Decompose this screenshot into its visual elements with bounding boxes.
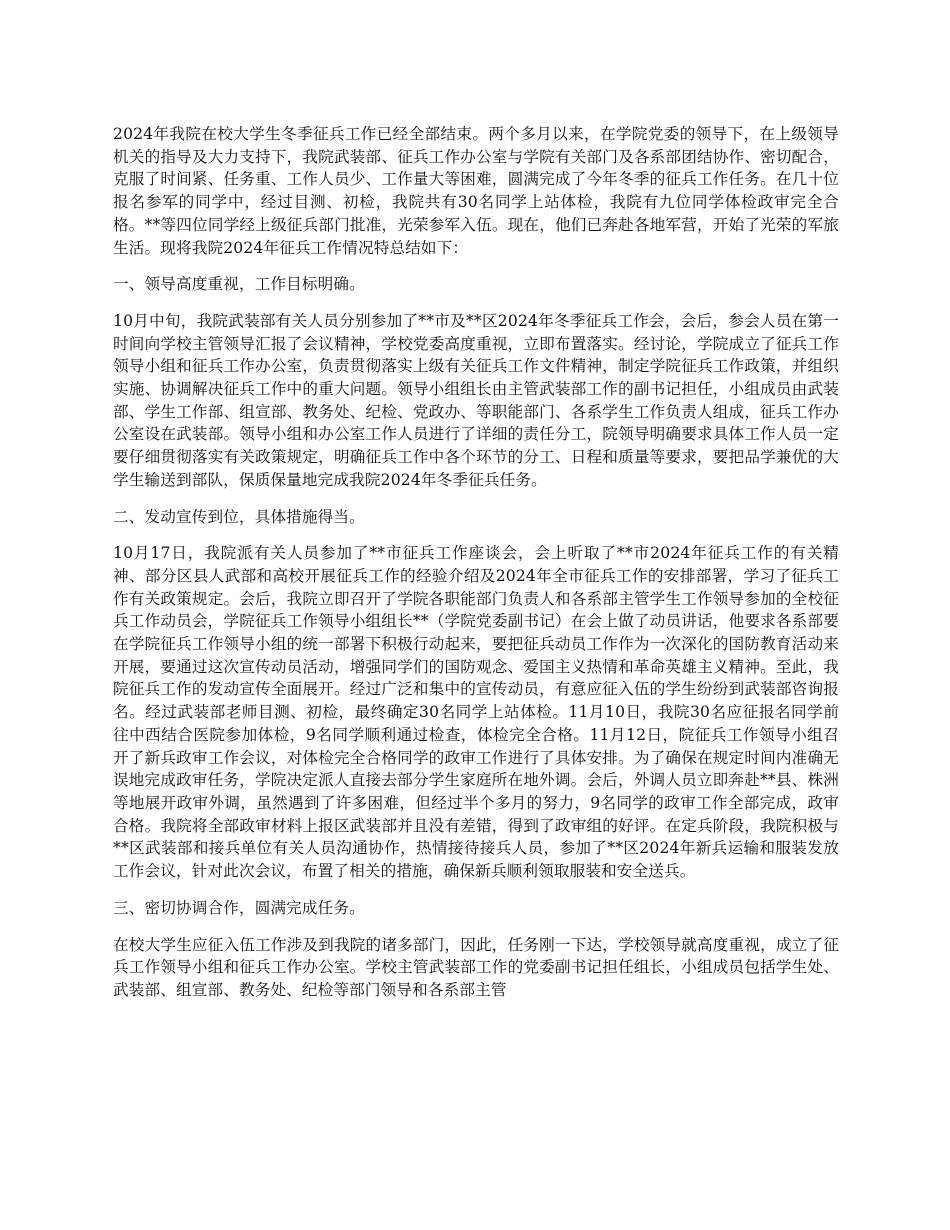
section-heading-2: 二、发动宣传到位，具体措施得当。: [113, 507, 365, 526]
document-body: [113, 123, 839, 1016]
section-heading-3: 三、密切协调合作，圆满完成任务。: [113, 898, 365, 917]
section-2-paragraph: 10月17日，我院派有关人员参加了**市征兵工作座谈会，会上听取了**市2024年征兵工作的有关精神、部分区县人武部和高校开展征兵工作的经验介绍及2024年全市征兵工作的安排部署，学习了征兵工作有关政策规定。会后，我院立即召开了学院各职能部门负责人和各系部主管学生工作领导参加的全校征兵工作动员会，学院征兵工作领导小组组长**（学院党委副书记）在会上做了动员讲话，他要求各系部要在学院征兵工作领导小组的统一部署下积极行动起来，要把征兵动员工作作为一次深化的国防教育活动来开展，要通过这次宣传动员活动，增强同学们的国防观念、爱国主义热情和革命英雄主义精神。至此，我院征兵工作的发动宣传全面展开。经过广泛和集中的宣传动员，有意应征入伍的学生纷纷到武装部咨询报名。经过武装部老师目测、初检，最终确定30名同学上站体检。11月10日，我院30名应征报名同学前往中西结合医院参加体检，9名同学顺利通过检查，体检完全合格。11月12日，院征兵工作领导小组召开了新兵政审工作会议，对体检完全合格同学的政审工作进行了具体安排。为了确保在规定时间内准确无误地完成政审任务，学院决定派人直接去部分学生家庭所在地外调。会后，外调人员立即奔赴**县、株洲等地展开政审外调，虽然遇到了许多困难，但经过半个多月的努力，9名同学的政审工作全部完成，政审合格。我院将全部政审材料上报区武装部并且没有差错，得到了政审组的好评。在定兵阶段，我院积极与**区武装部和接兵单位有关人员沟通协作，热情接待接兵人员，参加了**区2024年新兵运输和服装发放工作会议，针对此次会议，布置了相关的措施，确保新兵顺利领取服装和安全送兵。: [113, 544, 839, 881]
section-heading-1: 一、领导高度重视，工作目标明确。: [113, 275, 365, 294]
section-3-paragraph: 在校大学生应征入伍工作涉及到我院的诸多部门，因此，任务刚一下达，学校领导就高度重视，成立了征兵工作领导小组和征兵工作办公室。学校主管武装部工作的党委副书记担任组长，小组成员包括学生处、武装部、组宣部、教务处、纪检等部门领导和各系部主管: [113, 935, 839, 999]
intro-paragraph: 2024年我院在校大学生冬季征兵工作已经全部结束。两个多月以来，在学院党委的领导下，在上级领导机关的指导及大力支持下，我院武装部、征兵工作办公室与学院有关部门及各系部团结协作、密切配合，克服了时间紧、任务重、工作人员少、工作量大等困难，圆满完成了今年冬季的征兵工作任务。在几十位报名参军的同学中，经过目测、初检，我院共有30名同学上站体检，我院有九位同学体检政审完全合格。**等四位同学经上级征兵部门批准，光荣参军入伍。现在，他们已奔赴各地军营，开始了光荣的军旅生活。现将我院2024年征兵工作情况特总结如下：: [113, 125, 839, 257]
section-1-paragraph: 10月中旬，我院武装部有关人员分别参加了**市及**区2024年冬季征兵工作会，会后，参会人员在第一时间向学校主管领导汇报了会议精神，学校党委高度重视，立即布置落实。经讨论，学院成立了征兵工作领导小组和征兵工作办公室，负责贯彻落实上级有关征兵工作文件精神，制定学院征兵工作政策，并组织实施、协调解决征兵工作中的重大问题。领导小组组长由主管武装部工作的副书记担任，小组成员由武装部、学生工作部、组宣部、教务处、纪检、党政办、等职能部门、各系学生工作负责人组成，征兵工作办公室设在武装部。领导小组和办公室工作人员进行了详细的责任分工，院领导明确要求具体工作人员一定要仔细贯彻落实有关政策规定，明确征兵工作中各个环节的分工、日程和质量等要求，要把品学兼优的大学生输送到部队，保质保量地完成我院2024年冬季征兵任务。: [113, 311, 839, 489]
